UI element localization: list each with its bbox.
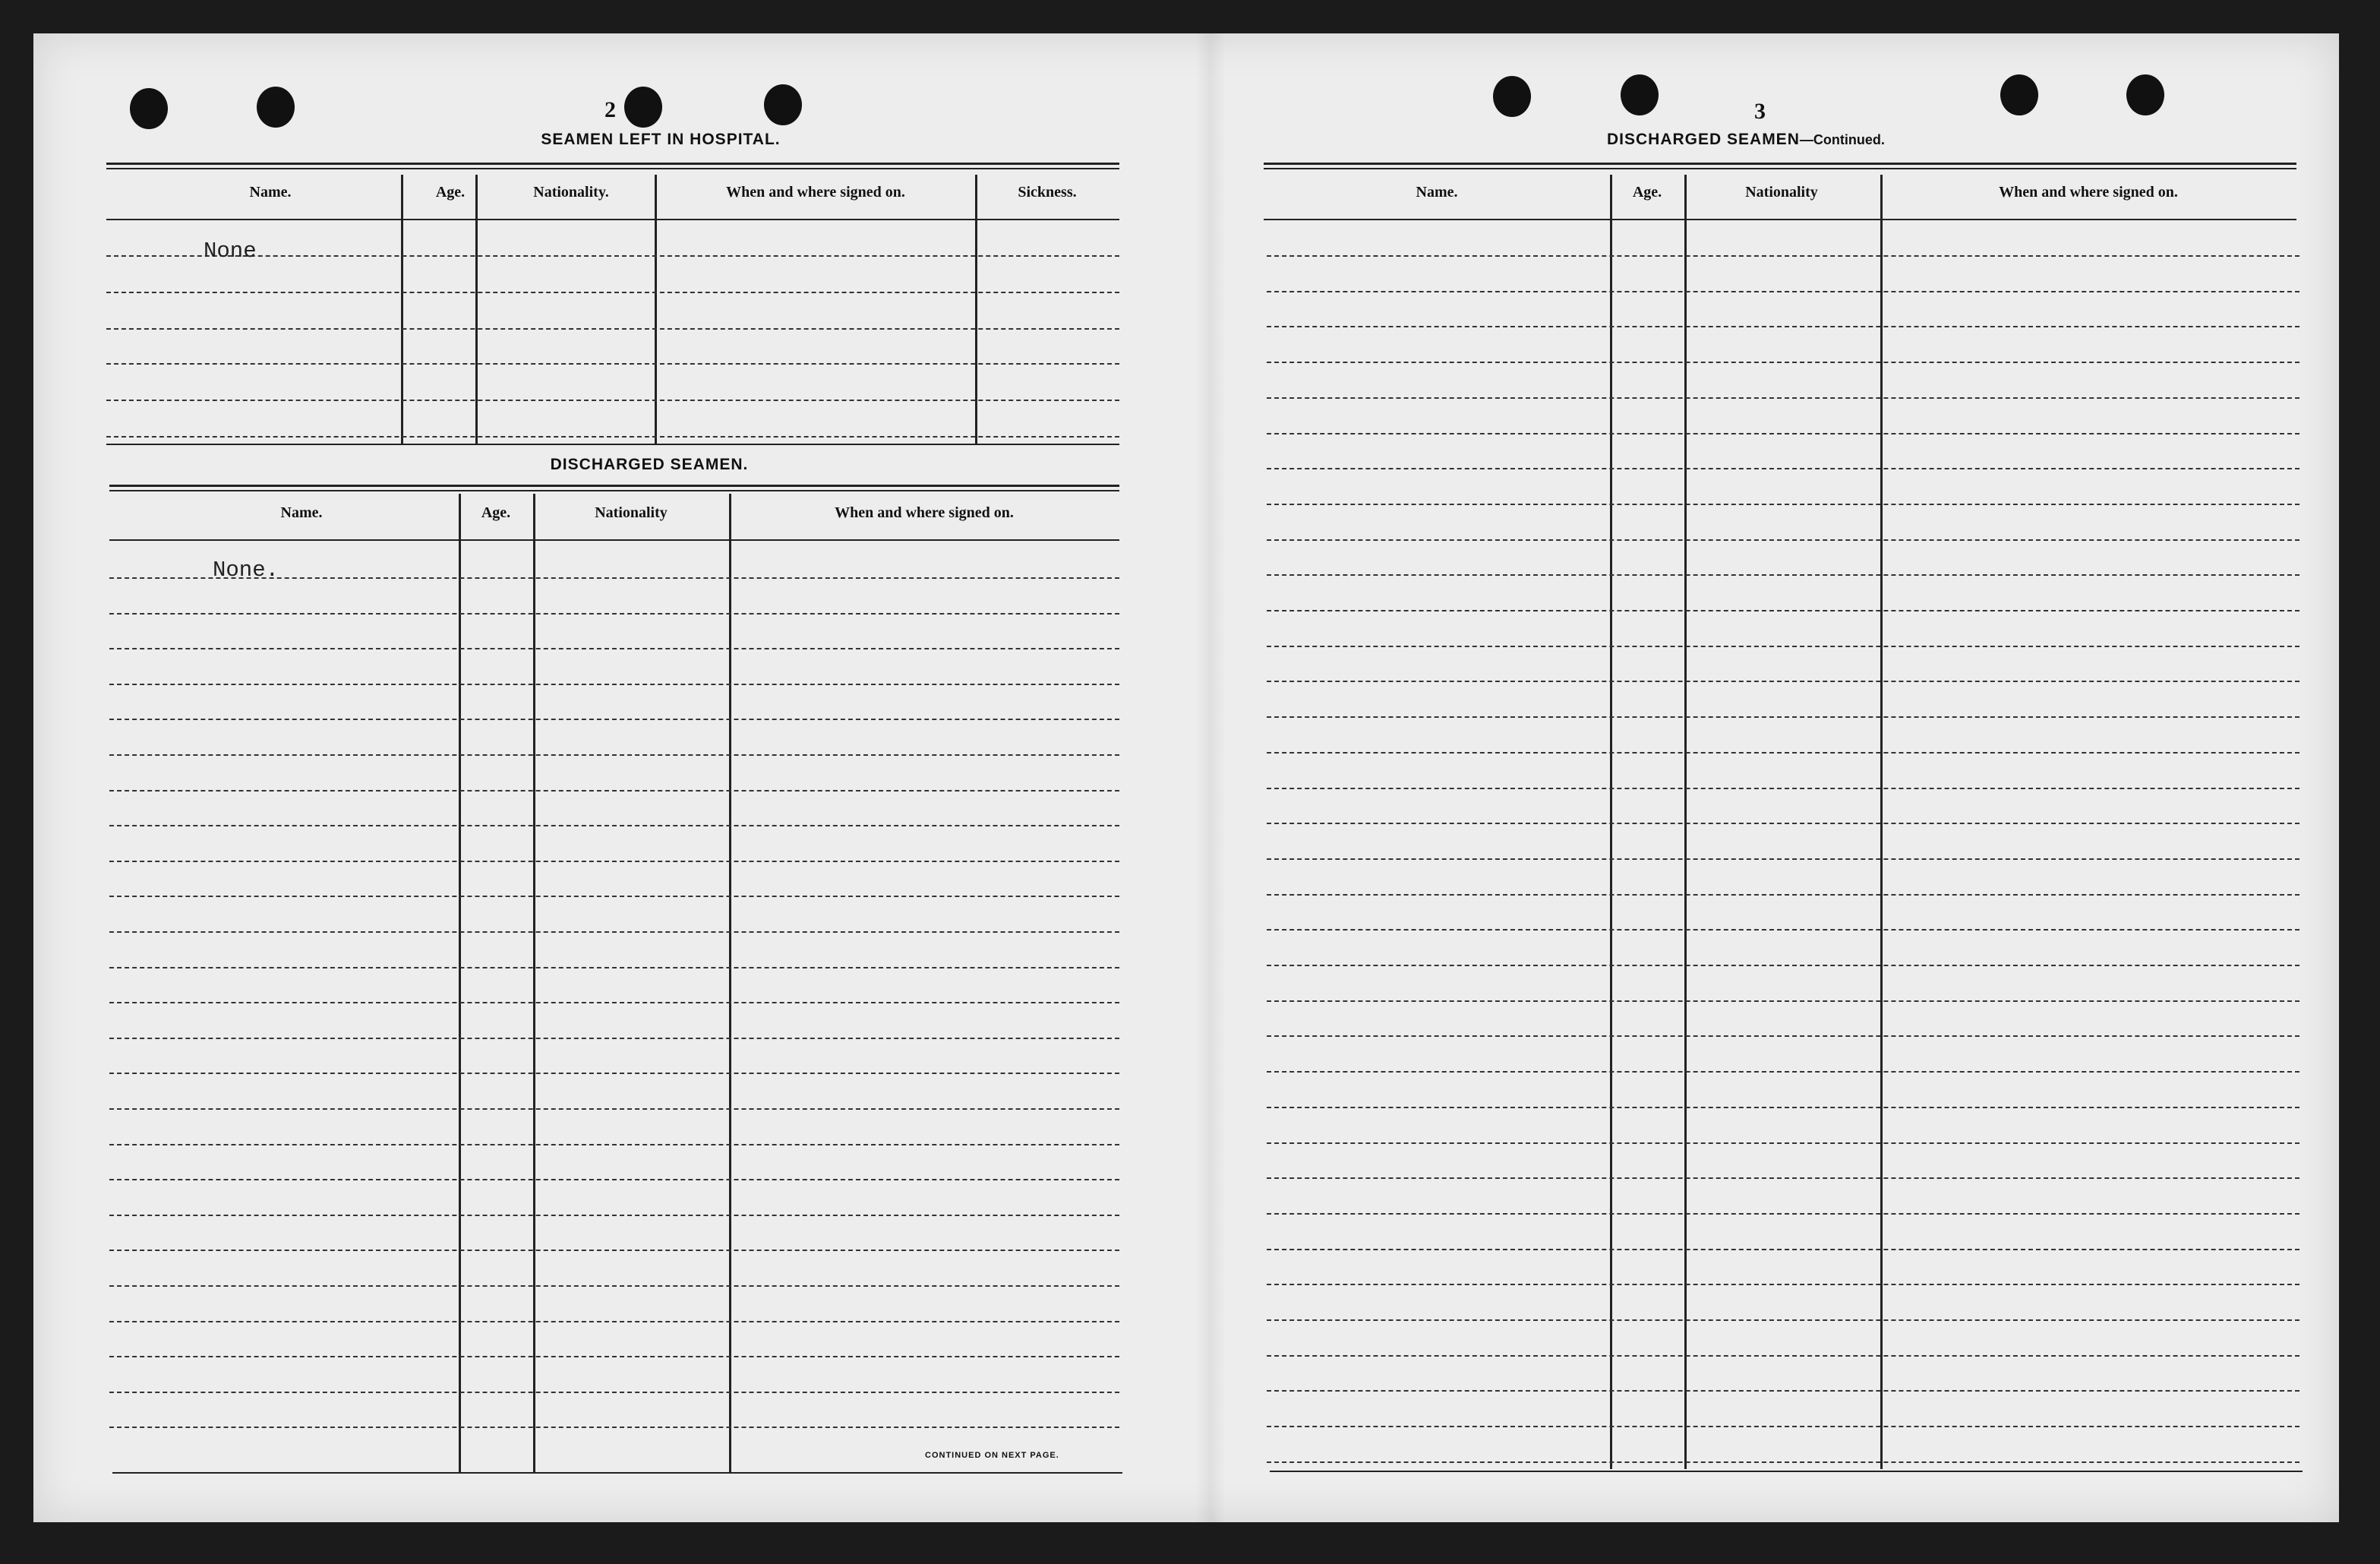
column-header-sickness: Sickness. bbox=[1018, 184, 1077, 201]
entry-line bbox=[109, 1427, 1119, 1428]
punch-hole bbox=[764, 84, 802, 125]
column-header-signed-on: When and where signed on. bbox=[726, 184, 905, 201]
double-rule bbox=[1264, 163, 2296, 169]
punch-hole bbox=[1621, 74, 1659, 115]
entry-line bbox=[109, 1179, 1119, 1180]
entry-line bbox=[109, 1321, 1119, 1322]
column-divider bbox=[459, 494, 461, 1474]
entry-line bbox=[1267, 1107, 2300, 1108]
page-number: 3 bbox=[1754, 99, 1766, 124]
header-rule bbox=[106, 219, 1119, 220]
entry-line bbox=[106, 436, 1119, 438]
column-divider bbox=[655, 175, 657, 445]
entry-line bbox=[1267, 326, 2300, 327]
entry-line bbox=[106, 255, 1119, 257]
entry-line bbox=[1267, 1213, 2300, 1215]
header-rule bbox=[109, 539, 1119, 541]
entry-line bbox=[1267, 1000, 2300, 1002]
column-divider bbox=[729, 494, 731, 1474]
continued-footer: CONTINUED ON NEXT PAGE. bbox=[925, 1451, 1059, 1460]
entry-line bbox=[109, 1073, 1119, 1074]
bottom-rule bbox=[1270, 1471, 2303, 1472]
column-header-name: Name. bbox=[1416, 184, 1458, 201]
entry-line bbox=[106, 328, 1119, 330]
entry-line bbox=[109, 613, 1119, 615]
entry-line bbox=[1267, 646, 2300, 647]
right-section-title bbox=[1607, 131, 1885, 149]
punch-hole bbox=[2126, 74, 2164, 115]
entry-line bbox=[1267, 752, 2300, 754]
entry-line bbox=[109, 896, 1119, 897]
punch-hole bbox=[257, 87, 295, 128]
entry-line bbox=[1267, 1284, 2300, 1285]
discharged-section-title: DISCHARGED SEAMEN. bbox=[550, 456, 749, 473]
hospital-section-title: SEAMEN LEFT IN HOSPITAL. bbox=[541, 131, 781, 148]
punch-hole bbox=[2000, 74, 2038, 115]
entry-line bbox=[109, 1038, 1119, 1039]
column-divider bbox=[401, 175, 403, 445]
entry-line bbox=[1267, 468, 2300, 469]
entry-line bbox=[1267, 1249, 2300, 1250]
bottom-rule bbox=[112, 1472, 1122, 1474]
entry-line bbox=[109, 1250, 1119, 1251]
discharged-entry: None. bbox=[213, 558, 279, 583]
entry-line bbox=[109, 1285, 1119, 1287]
column-divider bbox=[975, 175, 977, 445]
column-header-age: Age. bbox=[435, 184, 466, 201]
entry-line bbox=[109, 1356, 1119, 1357]
punch-hole bbox=[1493, 76, 1531, 117]
entry-line bbox=[1267, 291, 2300, 292]
column-divider bbox=[475, 175, 478, 445]
entry-line bbox=[109, 719, 1119, 720]
entry-line bbox=[1267, 681, 2300, 682]
hospital-entry: None bbox=[204, 239, 257, 264]
column-header-signed-on: When and where signed on. bbox=[835, 504, 1014, 521]
entry-line bbox=[1267, 1390, 2300, 1392]
entry-line bbox=[1267, 397, 2300, 399]
column-header-name: Name. bbox=[249, 184, 292, 201]
document-sheet bbox=[33, 33, 2339, 1522]
entry-line bbox=[1267, 504, 2300, 505]
double-rule bbox=[106, 163, 1119, 169]
column-divider bbox=[533, 494, 535, 1474]
entry-line bbox=[109, 825, 1119, 826]
entry-line bbox=[109, 754, 1119, 756]
entry-line bbox=[106, 400, 1119, 401]
entry-line bbox=[1267, 1355, 2300, 1357]
entry-line bbox=[1267, 539, 2300, 541]
page-fold bbox=[1195, 33, 1226, 1522]
entry-line bbox=[109, 648, 1119, 649]
title-suffix: —Continued. bbox=[1799, 132, 1885, 147]
entry-line bbox=[109, 1144, 1119, 1145]
column-header-nationality: Nationality bbox=[595, 504, 668, 521]
header-rule bbox=[1264, 219, 2296, 220]
entry-line bbox=[1267, 362, 2300, 363]
entry-line bbox=[109, 967, 1119, 968]
column-divider bbox=[1880, 175, 1883, 1469]
punch-hole bbox=[624, 87, 662, 128]
entry-line bbox=[1267, 1071, 2300, 1073]
entry-line bbox=[1267, 929, 2300, 931]
entry-line bbox=[106, 292, 1119, 293]
entry-line bbox=[1267, 1319, 2300, 1321]
entry-line bbox=[1267, 1177, 2300, 1179]
page-number: 2 bbox=[604, 97, 616, 122]
entry-line bbox=[1267, 433, 2300, 434]
entry-line bbox=[109, 1392, 1119, 1393]
column-divider bbox=[1610, 175, 1612, 1469]
entry-line bbox=[1267, 574, 2300, 576]
double-rule bbox=[109, 485, 1119, 491]
column-header-age: Age. bbox=[1632, 184, 1662, 201]
entry-line bbox=[1267, 1142, 2300, 1144]
entry-line bbox=[109, 1108, 1119, 1110]
entry-line bbox=[1267, 823, 2300, 824]
title-main: DISCHARGED SEAMEN bbox=[1607, 131, 1800, 148]
section-rule bbox=[106, 444, 1119, 445]
column-header-age: Age. bbox=[481, 504, 511, 521]
entry-line bbox=[1267, 965, 2300, 966]
entry-line bbox=[109, 861, 1119, 862]
column-header-nationality: Nationality. bbox=[533, 184, 609, 201]
punch-hole bbox=[130, 88, 168, 129]
entry-line bbox=[1267, 894, 2300, 896]
entry-line bbox=[109, 790, 1119, 791]
column-header-name: Name. bbox=[280, 504, 323, 521]
entry-line bbox=[106, 363, 1119, 365]
entry-line bbox=[1267, 858, 2300, 860]
entry-line bbox=[1267, 716, 2300, 718]
entry-line bbox=[1267, 788, 2300, 789]
entry-line bbox=[1267, 1035, 2300, 1037]
column-header-signed-on: When and where signed on. bbox=[1999, 184, 2178, 201]
entry-line bbox=[1267, 1461, 2300, 1463]
column-divider bbox=[1684, 175, 1687, 1469]
entry-line bbox=[1267, 1426, 2300, 1427]
entry-line bbox=[109, 684, 1119, 685]
column-header-nationality: Nationality bbox=[1745, 184, 1818, 201]
entry-line bbox=[1267, 610, 2300, 611]
entry-line bbox=[109, 931, 1119, 933]
entry-line bbox=[109, 1002, 1119, 1003]
entry-line bbox=[109, 1215, 1119, 1216]
entry-line bbox=[1267, 255, 2300, 257]
